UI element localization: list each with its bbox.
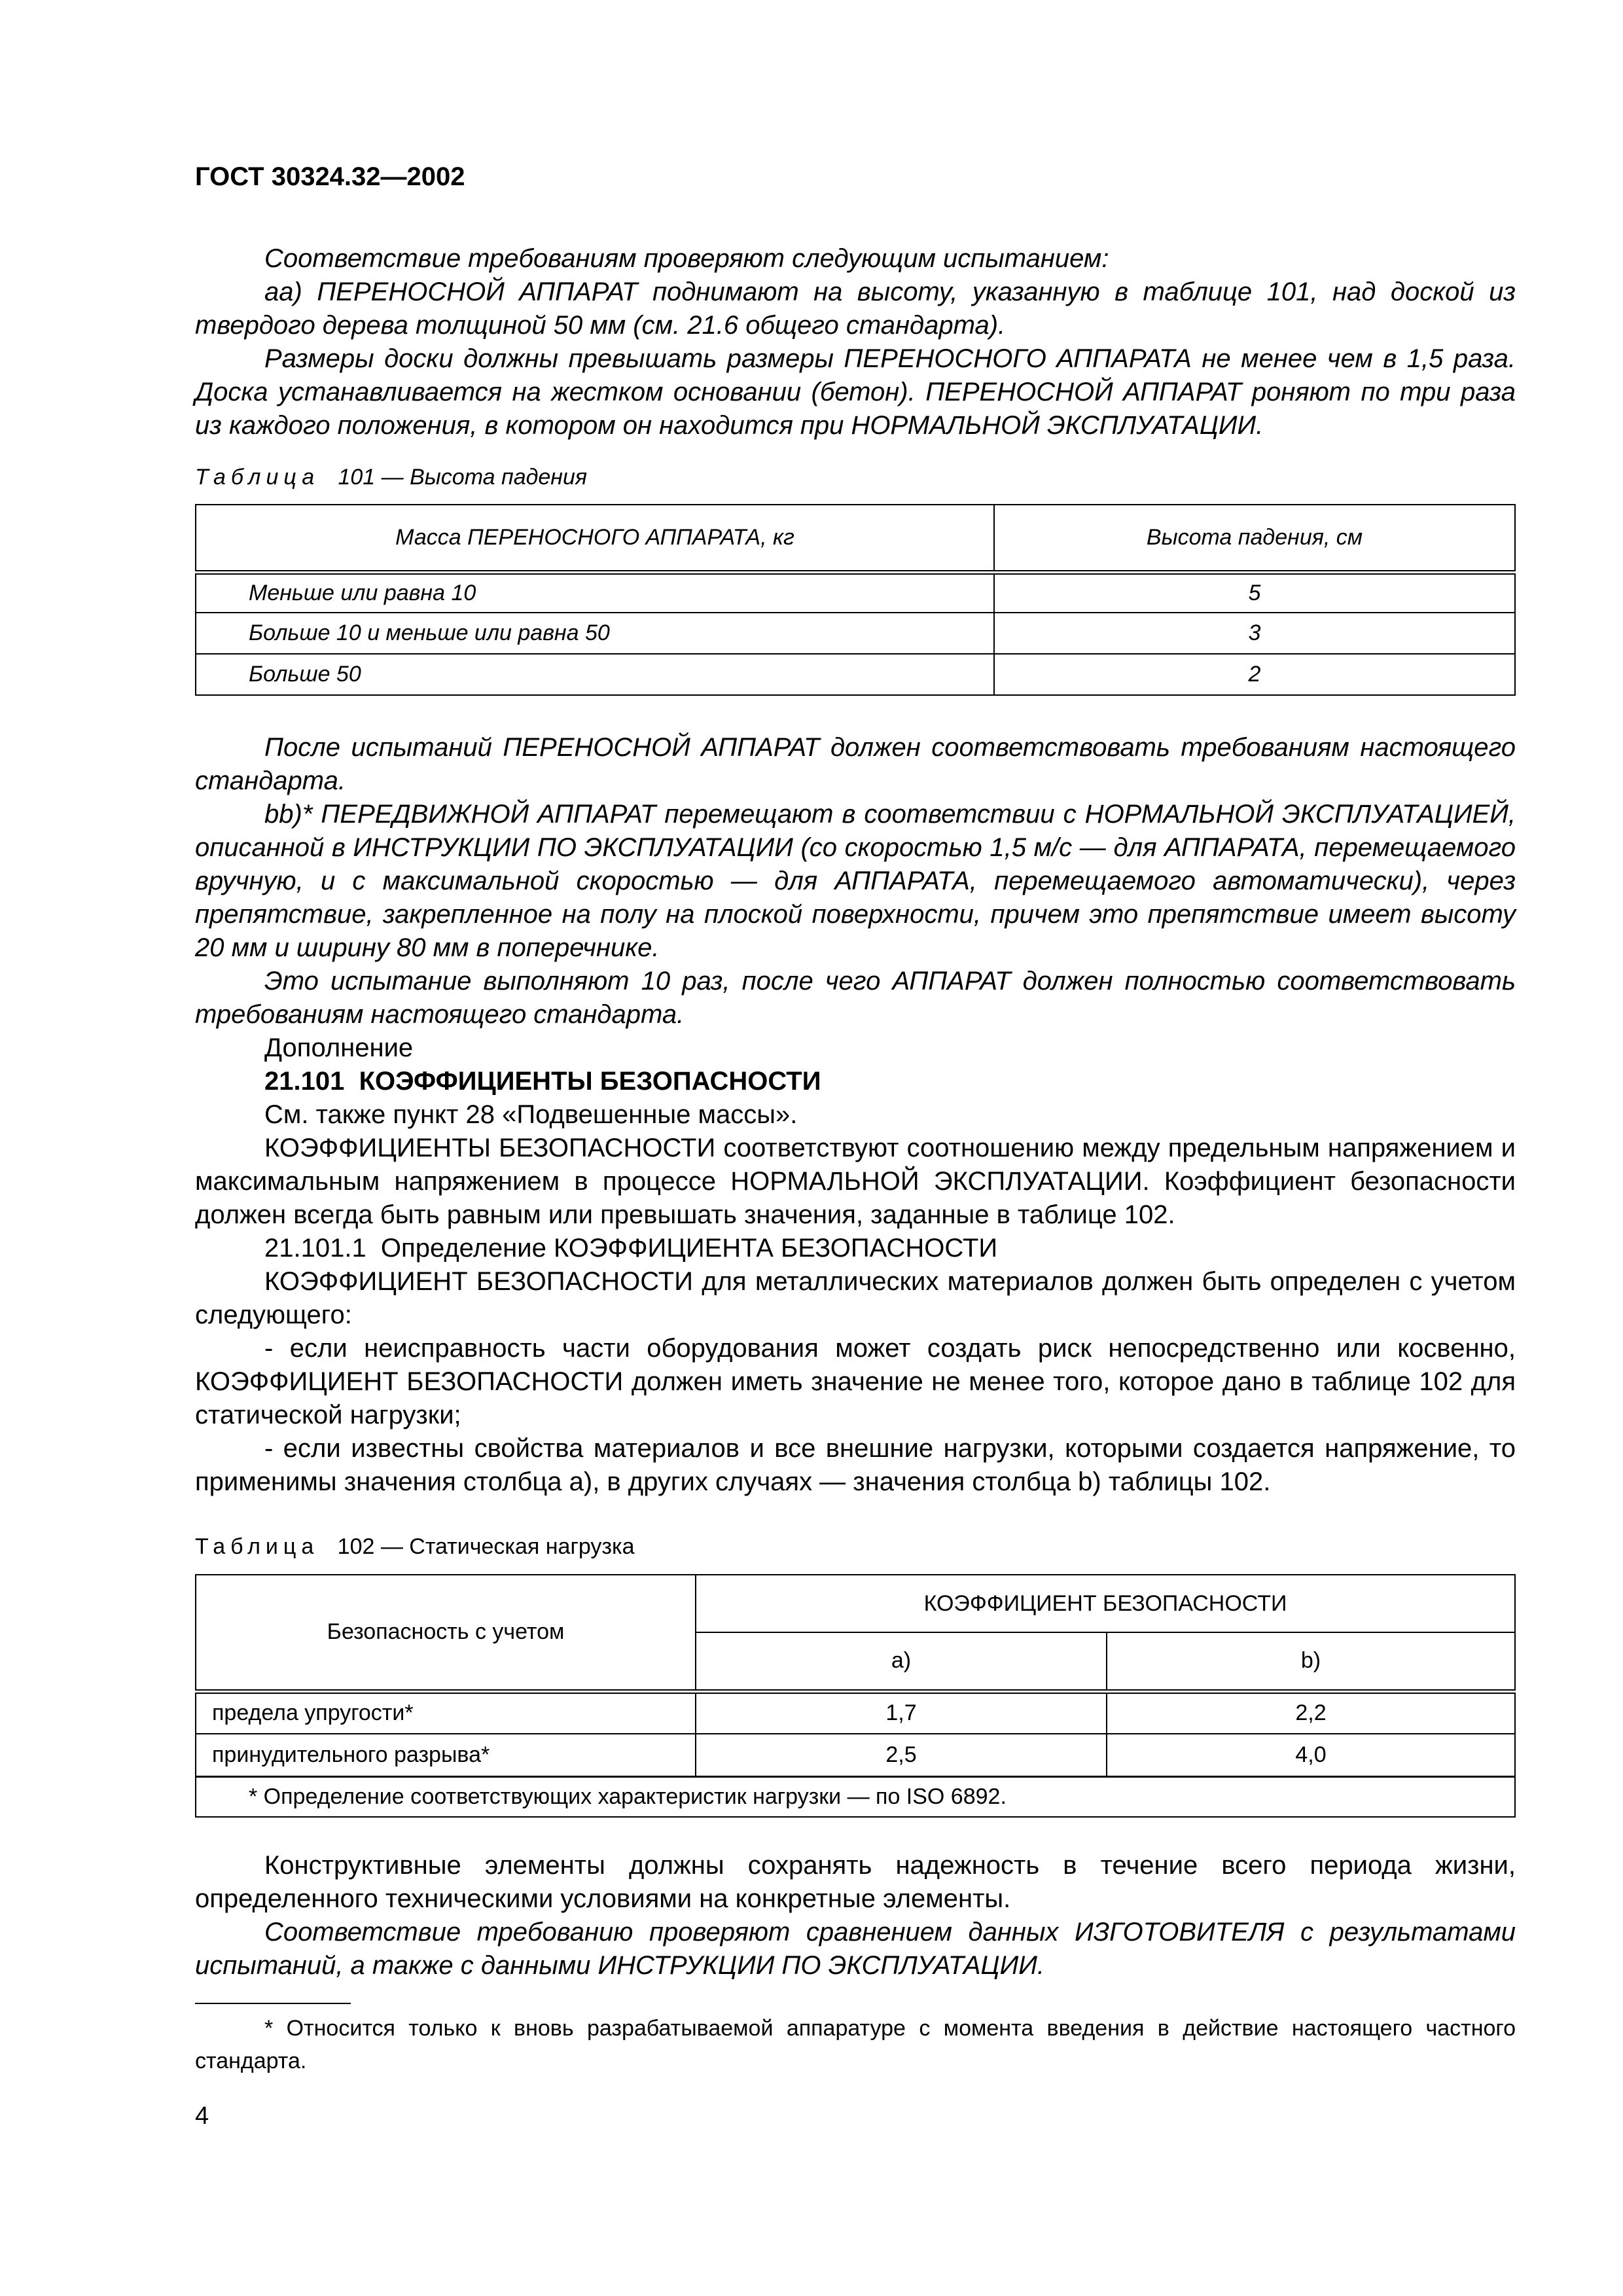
table-header: а) xyxy=(696,1632,1107,1691)
table-102-caption: Таблица 102 — Статическая нагрузка xyxy=(195,1534,635,1559)
table-row: принудительного разрыва* 2,5 4,0 xyxy=(196,1734,1515,1776)
paragraph: Конструктивные элементы должны сохранять надежность в течение всего периода жизни, определенного техническими условиями на конкретные элементы. xyxy=(195,1851,1516,1913)
page-number: 4 xyxy=(195,2102,209,2130)
footnote: * Относится только к вновь разрабатываемой аппаратуре с момента введения в действие настоящего частного стандарта. xyxy=(195,2016,1516,2073)
supplement-label: Дополнение xyxy=(264,1033,414,1062)
subsection-heading: 21.101.1 Определение КОЭФФИЦИЕНТА БЕЗОПАСНОСТИ xyxy=(264,1234,998,1263)
section-heading: 21.101 КОЭФФИЦИЕНТЫ БЕЗОПАСНОСТИ xyxy=(264,1067,821,1096)
paragraph: bb)* ПЕРЕДВИЖНОЙ АППАРАТ перемещают в соответствии с НОРМАЛЬНОЙ ЭКСПЛУАТАЦИЕЙ, описанной в ИНСТРУКЦИИ ПО ЭКСПЛУАТАЦИИ (со скоростью 1,5 м/с — для АППАРАТА, перемещаемого вручную, и с максимальной скоростью — для АППАРАТА, перемещаемого автоматически), через препятствие, закрепленное на полу на плоской поверхности, причем это препятствие имеет высоту 20 мм и ширину 80 мм в поперечнике. xyxy=(195,800,1516,962)
paragraph: Размеры доски должны превышать размеры ПЕРЕНОСНОГО АППАРАТА не менее чем в 1,5 раза. Доска устанавливается на жестком основании (бетон). ПЕРЕНОСНОЙ АППАРАТ роняют по три раза из каждого положения, в котором он находится при НОРМАЛЬНОЙ ЭКСПЛУАТАЦИИ. xyxy=(195,344,1516,440)
table-row: Больше 10 и меньше или равна 50 3 xyxy=(196,613,1515,654)
paragraph: См. также пункт 28 «Подвешенные массы». xyxy=(264,1100,798,1129)
table-header: Масса ПЕРЕНОСНОГО АППАРАТА, кг xyxy=(196,505,994,572)
table-101 xyxy=(195,504,1516,696)
section-b xyxy=(195,731,1516,1499)
table-row: Больше 50 2 xyxy=(196,654,1515,695)
table-row: предела упругости* 1,7 2,2 xyxy=(196,1691,1515,1734)
paragraph: КОЭФФИЦИЕНТ БЕЗОПАСНОСТИ для металлических материалов должен быть определен с учетом следующего: xyxy=(195,1267,1516,1329)
footnote-separator xyxy=(195,2003,351,2004)
paragraph: aa) ПЕРЕНОСНОЙ АППАРАТ поднимают на высоту, указанную в таблице 101, над доской из твердого дерева толщиной 50 мм (см. 21.6 общего стандарта). xyxy=(195,278,1516,340)
table-101-caption: Таблица 101 — Высота падения xyxy=(195,465,588,490)
table-header: КОЭФФИЦИЕНТ БЕЗОПАСНОСТИ xyxy=(696,1575,1515,1632)
paragraph: КОЭФФИЦИЕНТЫ БЕЗОПАСНОСТИ соответствуют соотношению между предельным напряжением и максимальным напряжением в процессе НОРМАЛЬНОЙ ЭКСПЛУАТАЦИИ. Коэффициент безопасности должен всегда быть равным или превышать значения, заданные в таблице 102. xyxy=(195,1134,1516,1229)
table-header: Безопасность с учетом xyxy=(196,1575,696,1691)
paragraph: Это испытание выполняют 10 раз, после чего АППАРАТ должен полностью соответствовать требованиям настоящего стандарта. xyxy=(195,967,1516,1029)
table-102 xyxy=(195,1574,1516,1818)
section-a xyxy=(195,242,1516,442)
paragraph: Соответствие требованиям проверяют следующим испытанием: xyxy=(264,244,1109,273)
list-item: - если известны свойства материалов и все внешние нагрузки, которыми создается напряжение, то применимы значения столбца а), в других случаях — значения столбца b) таблицы 102. xyxy=(195,1434,1516,1496)
section-c xyxy=(195,1849,1516,1982)
table-note: * Определение соответствующих характеристик нагрузки — по ISO 6892. xyxy=(196,1776,1515,1817)
table-row: Меньше или равна 10 5 xyxy=(196,572,1515,613)
paragraph: Соответствие требованию проверяют сравнением данных ИЗГОТОВИТЕЛЯ с результатами испытаний, а также с данными ИНСТРУКЦИИ ПО ЭКСПЛУАТАЦИИ. xyxy=(195,1918,1516,1980)
list-item: - если неисправность части оборудования может создать риск непосредственно или косвенно, КОЭФФИЦИЕНТ БЕЗОПАСНОСТИ должен иметь значение не менее того, которое дано в таблице 102 для статической нагрузки; xyxy=(195,1334,1516,1429)
document-header: ГОСТ 30324.32—2002 xyxy=(195,162,465,191)
table-header: b) xyxy=(1107,1632,1515,1691)
table-header: Высота падения, см xyxy=(994,505,1515,572)
paragraph: После испытаний ПЕРЕНОСНОЙ АППАРАТ должен соответствовать требованиям настоящего стандарта. xyxy=(195,733,1516,795)
